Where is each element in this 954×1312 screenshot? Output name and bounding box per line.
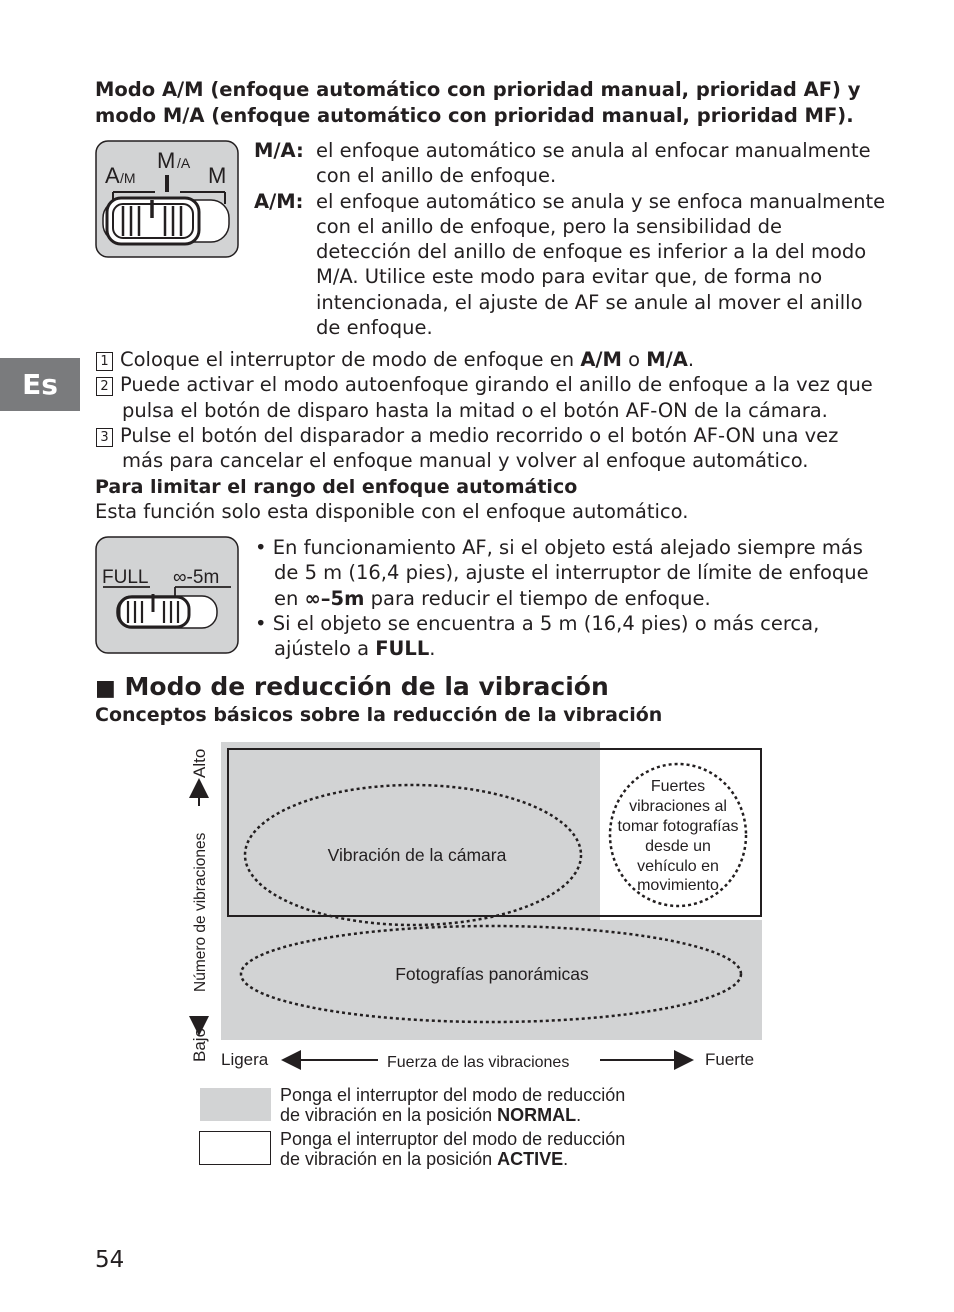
step-text: más para cancelar el enfoque manual y volver al enfoque automático. [122,449,809,473]
ma-text-line: con el anillo de enfoque. [316,164,557,188]
camera-vibration-label: Vibración de la cámara [327,845,507,865]
step-text: Coloque el interruptor de modo de enfoque en [120,348,581,371]
focus-limit-switch-illustration [95,536,240,656]
step-text: o [621,348,647,371]
svg-text:A: A [105,163,120,188]
legend-line: Ponga el interruptor del modo de reducción [280,1085,626,1105]
bullet-1-line: de 5 m (16,4 pies), ajuste el interruptor de límite de enfoque [274,561,869,585]
legend-bold: ACTIVE [497,1149,564,1169]
svg-text:/A: /A [177,155,191,171]
svg-text:M: M [208,163,227,188]
am-text-line: con el anillo de enfoque, pero la sensibilidad de [316,214,783,238]
bullet-1-line: • En funcionamiento AF, si el objeto está alejado siempre más [255,536,863,559]
vr-heading-text: Modo de reducción de la vibración [124,672,609,701]
limit-bullets [255,535,895,661]
vehicle-label-line: tomar fotografías [617,818,739,835]
bullet-text: para reducir el tiempo de enfoque. [364,586,711,610]
bullet-bold: ∞–5m [304,586,365,610]
page-number: 54 [95,1247,125,1273]
step-bold: A/M [580,348,622,371]
language-tab-label: Es [22,368,58,401]
steps-list [96,347,896,473]
vr-subheading: Conceptos básicos sobre la reducción de la vibración [95,704,663,726]
ma-label: M/A: [254,139,304,162]
vehicle-label-line: Fuertes [650,778,706,795]
af-mode-heading-line2: modo M/A (enfoque automático con prioridad manual, prioridad MF). [95,104,854,127]
bullet-2-line: • Si el objeto se encuentra a 5 m (16,4 pies) o más cerca, [255,611,820,635]
x-axis-title: Fuerza de las vibraciones [387,1054,570,1071]
am-text-line: de enfoque. [316,316,433,340]
step-number: 2 [96,377,113,396]
vehicle-label-line: vehículo en [637,858,719,875]
am-text-line: el enfoque automático se anula y se enfoca manualmente [316,189,886,213]
step-2 [96,372,896,423]
legend-normal-swatch [200,1088,271,1121]
vehicle-label-line: desde un [645,838,711,855]
am-text-line: intencionada, el ajuste de AF se anule al mover el anillo [316,290,863,314]
legend-line: Ponga el interruptor del modo de reducción [280,1129,626,1149]
ma-text-line: el enfoque automático se anula al enfocar manualmente [316,139,871,162]
am-text-line: M/A. Utilice este modo para evitar que, de forma no [316,265,823,289]
legend-text-part: . [563,1149,569,1169]
panning-label: Fotografías panorámicas [395,964,589,984]
step-1 [96,347,896,372]
vehicle-label-line: movimiento [637,877,719,894]
step-text: Pulse el botón del disparador a medio recorrido o el botón AF-ON una vez [120,423,839,447]
vr-heading [95,671,609,705]
step-number: 3 [96,428,113,447]
language-tab [0,358,80,411]
x-axis-high: Fuerte [705,1050,755,1069]
bullet-text: ajústelo a [274,637,376,661]
legend-line [280,1149,625,1169]
focus-mode-switch-illustration [95,140,240,260]
legend-text-part: . [576,1105,582,1125]
y-axis-title: Número de vibraciones [192,832,209,992]
step-bold: M/A [646,348,688,371]
bullet-1-line [255,586,895,611]
ma-description [254,138,894,340]
legend-active-text [280,1129,625,1169]
y-axis-high: Alto [190,748,209,778]
limit-heading: Para limitar el rango del enfoque automático [95,476,578,498]
switch-full-label: FULL [102,567,149,588]
bullet-text: en [274,586,305,610]
vr-diagram [180,738,780,1078]
legend-text-part: de vibración en la posición [280,1105,498,1125]
legend-line [280,1105,625,1125]
bullet-bold: FULL [375,637,430,661]
bullet-2-line [255,636,895,661]
am-label: A/M: [254,189,304,213]
step-text: Puede activar el modo autoenfoque girando el anillo de enfoque a la vez que [120,373,873,397]
legend-normal-text [280,1085,625,1125]
am-text-line: detección del anillo de enfoque es inferior a la del modo [316,240,867,264]
legend-bold: NORMAL [497,1105,577,1125]
bullet-text: . [429,637,436,661]
step-text: . [687,348,695,371]
vr-heading-marker: ■ [95,676,116,701]
legend-active-swatch [199,1131,271,1165]
af-mode-heading [95,77,895,129]
limit-intro: Esta función solo esta disponible con el enfoque automático. [95,500,689,523]
y-axis-low: Bajo [190,1027,209,1062]
af-mode-heading-line1: Modo A/M (enfoque automático con prioridad manual, prioridad AF) y [95,78,861,101]
svg-text:M: M [157,148,176,173]
x-axis-low: Ligera [221,1050,269,1069]
step-number: 1 [96,352,113,371]
vehicle-label-line: vibraciones al [629,798,727,815]
step-text: pulsa el botón de disparo hasta la mitad o el botón AF-ON de la cámara. [122,398,828,422]
svg-text:/M: /M [120,170,136,186]
step-3 [96,423,896,474]
switch-range-label: ∞-5m [173,567,220,588]
legend-text-part: de vibración en la posición [280,1149,498,1169]
